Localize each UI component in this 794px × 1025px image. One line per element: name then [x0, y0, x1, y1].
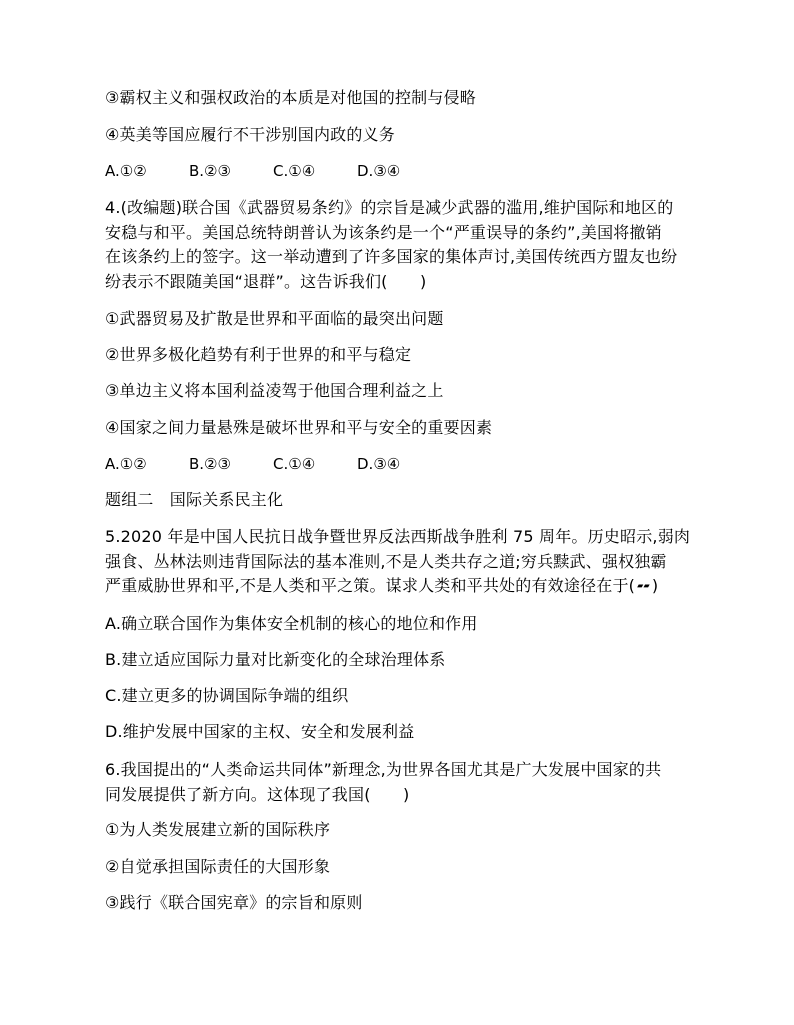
q3-option-a: A.①②: [105, 162, 147, 180]
q4-item-2: ②世界多极化趋势有利于世界的和平与稳定: [105, 345, 412, 364]
group-heading: 题组二 国际关系民主化: [105, 490, 284, 509]
q4-stem-line: 在该条约上的签字。这一举动遭到了许多国家的集体声讨,美国传统西方盟友也纷: [105, 247, 678, 266]
q3-option-c: C.①④: [273, 162, 316, 180]
q4-item-3: ③单边主义将本国利益凌驾于他国合理利益之上: [105, 381, 444, 400]
q4-option-c: C.①④: [273, 455, 316, 473]
q5-stem-line: 强食、丛林法则违背国际法的基本准则,不是人类共存之道;穷兵黩武、强权独霸: [105, 551, 667, 571]
q6-stem-line: 6.我国提出的“人类命运共同体”新理念,为世界各国尤其是广大发展中国家的共: [105, 760, 662, 779]
q4-stem: [105, 196, 695, 294]
q5-option-d: D.维护发展中国家的主权、安全和发展利益: [105, 722, 415, 741]
q4-stem-line: 安稳与和平。美国总统特朗普认为该条约是一个“严重误导的条约”,美国将撤销: [105, 222, 662, 242]
q5-option-b: B.建立适应国际力量对比新变化的全球治理体系: [105, 650, 446, 669]
q5-close-paren: ): [651, 576, 659, 595]
q6-item-1: ①为人类发展建立新的国际秩序: [105, 820, 331, 839]
q3-option-d: D.③④: [357, 162, 401, 180]
q5-stem-text: 严重威胁世界和平,不是人类和平之策。谋求人类和平共处的有效途径在于(: [105, 576, 636, 595]
q5-option-a: A.确立联合国作为集体安全机制的核心的地位和作用: [105, 614, 478, 633]
q5-stem-line: [105, 574, 695, 599]
q6-stem-line: 同发展提供了新方向。这体现了我国( ): [105, 784, 410, 804]
mark-icon: ▰▰: [637, 581, 650, 591]
q3-item-4: ④英美等国应履行不干涉别国内政的义务: [105, 125, 395, 144]
q5-stem-line: 5.2020 年是中国人民抗日战争暨世界反法西斯战争胜利 75 周年。历史昭示,弱肉: [105, 527, 691, 546]
q4-stem-line: 纷表示不跟随美国“退群”。这告诉我们( ): [105, 271, 427, 291]
q6-item-2: ②自觉承担国际责任的大国形象: [105, 857, 331, 876]
q5-stem: [105, 525, 695, 599]
q4-option-b: B.②③: [189, 455, 231, 473]
q6-stem: [105, 758, 695, 807]
q3-item-3: ③霸权主义和强权政治的本质是对他国的控制与侵略: [105, 88, 476, 107]
q4-options: [105, 453, 437, 475]
q6-item-3: ③践行《联合国宪章》的宗旨和原则: [105, 893, 363, 912]
q3-option-b: B.②③: [189, 162, 231, 180]
q4-item-4: ④国家之间力量悬殊是破坏世界和平与安全的重要因素: [105, 418, 493, 437]
q4-option-d: D.③④: [357, 455, 401, 473]
q3-options: [105, 160, 437, 182]
q4-option-a: A.①②: [105, 455, 147, 473]
q4-item-1: ①武器贸易及扩散是世界和平面临的最突出问题: [105, 309, 444, 328]
q4-stem-line: 4.(改编题)联合国《武器贸易条约》的宗旨是减少武器的滥用,维护国际和地区的: [105, 198, 674, 217]
q5-option-c: C.建立更多的协调国际争端的组织: [105, 686, 349, 705]
